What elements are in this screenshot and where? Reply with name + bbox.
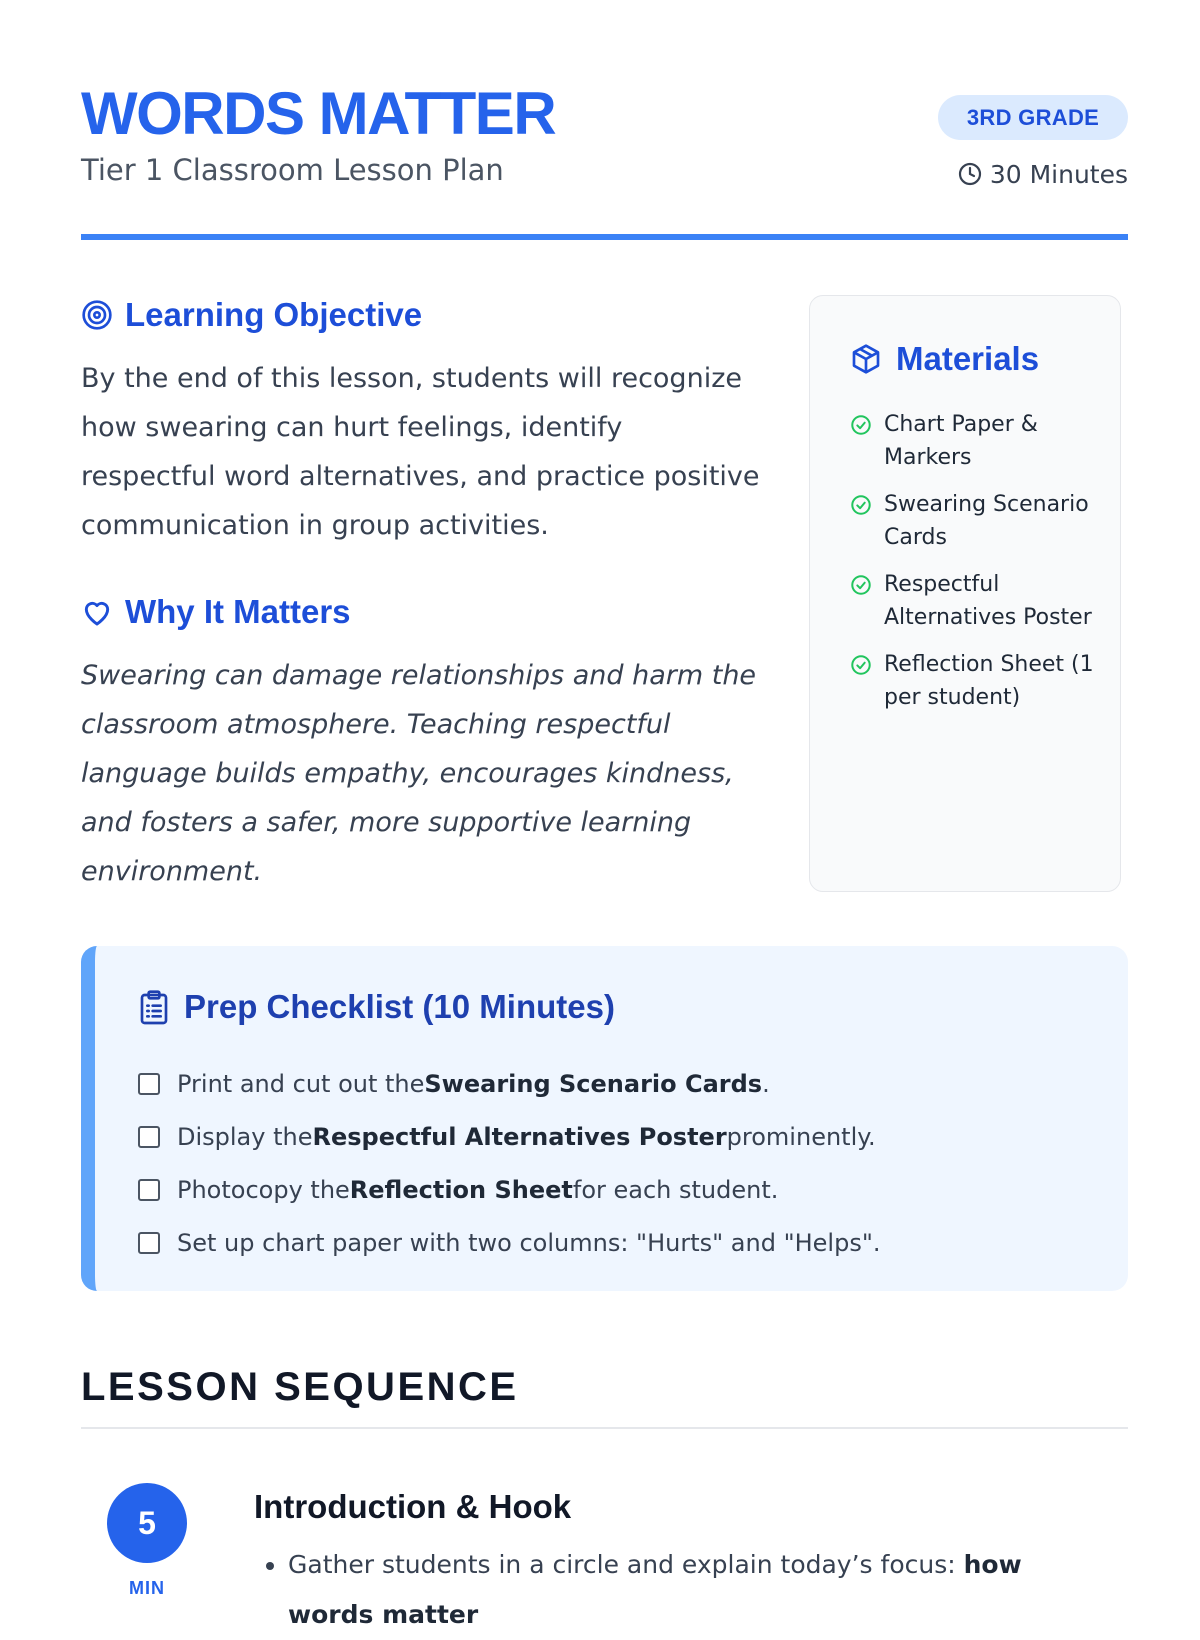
lesson-sequence-heading: LESSON SEQUENCE	[81, 1365, 519, 1409]
checkbox[interactable]	[138, 1232, 160, 1254]
page-subtitle: Tier 1 Classroom Lesson Plan	[81, 153, 504, 187]
checklist-item[interactable]	[138, 1216, 881, 1269]
list-item	[850, 648, 1100, 714]
checklist-text-before: Photocopy the	[177, 1175, 350, 1204]
check-circle-icon	[850, 574, 872, 596]
material-label: Reflection Sheet (1 per student)	[884, 652, 1094, 710]
prep-checklist-panel	[81, 946, 1128, 1291]
check-circle-icon	[850, 414, 872, 436]
checkbox[interactable]	[138, 1126, 160, 1148]
heart-icon	[81, 596, 113, 628]
checklist-item[interactable]	[138, 1163, 881, 1216]
checklist-text-after: .	[762, 1069, 770, 1098]
checklist-text-bold: Respectful Alternatives Poster	[312, 1122, 727, 1151]
learning-objective-title: Learning Objective	[125, 296, 423, 333]
materials-card	[809, 295, 1121, 892]
checklist-text-before: Set up chart paper with two columns: "Hurts" and "Helps".	[177, 1228, 881, 1257]
lesson-plan-page	[81, 0, 1128, 1629]
page-title: WORDS MATTER	[81, 80, 556, 147]
learning-objective-heading	[81, 296, 422, 334]
checklist-item[interactable]	[138, 1110, 881, 1163]
prep-checklist-title: Prep Checklist (10 Minutes)	[184, 988, 615, 1025]
step-bullet-list	[254, 1540, 1108, 1640]
duration-text: 30 Minutes	[989, 159, 1128, 189]
checklist-item[interactable]	[138, 1057, 881, 1110]
step-title: Introduction & Hook	[254, 1488, 572, 1525]
step-minutes-badge: 5	[107, 1483, 187, 1563]
checklist-text-bold: Reflection Sheet	[349, 1175, 573, 1204]
step-bullet	[288, 1540, 1108, 1640]
grade-badge: 3RD GRADE	[938, 95, 1128, 140]
checkbox[interactable]	[138, 1179, 160, 1201]
prep-checklist	[138, 1057, 881, 1269]
materials-heading	[850, 340, 1039, 378]
checklist-text-before: Display the	[177, 1122, 313, 1151]
checklist-text-after: for each student.	[572, 1175, 779, 1204]
check-circle-icon	[850, 654, 872, 676]
duration-label	[958, 156, 1128, 192]
list-item	[850, 568, 1100, 634]
material-label: Swearing Scenario Cards	[884, 492, 1089, 550]
step-bullet-text: Gather students in a circle and explain today’s focus:	[288, 1550, 964, 1579]
materials-list	[850, 408, 1100, 728]
step-bullet-bold: how words matter	[288, 1550, 1022, 1629]
lesson-sequence-divider	[81, 1427, 1128, 1429]
learning-objective-text: By the end of this lesson, students will recognize how swearing can hurt feelings, identify respectful word alternatives, and practice positive communication in group activities.	[81, 363, 760, 541]
check-circle-icon	[850, 494, 872, 516]
clock-icon	[958, 162, 982, 186]
prep-checklist-heading	[138, 988, 615, 1026]
step-minutes-unit: MIN	[129, 1578, 165, 1598]
target-icon	[81, 299, 113, 331]
clipboard-icon	[138, 989, 170, 1025]
checklist-text-before: Print and cut out the	[177, 1069, 425, 1098]
list-item	[850, 488, 1100, 554]
list-item	[850, 408, 1100, 474]
material-label: Chart Paper & Markers	[884, 412, 1038, 470]
why-it-matters-heading	[81, 593, 351, 631]
why-it-matters-title: Why It Matters	[125, 593, 351, 630]
checklist-text-after: prominently.	[726, 1122, 876, 1151]
package-icon	[850, 343, 882, 375]
checkbox[interactable]	[138, 1073, 160, 1095]
checklist-text-bold: Swearing Scenario Cards	[424, 1069, 763, 1098]
material-label: Respectful Alternatives Poster	[884, 572, 1092, 630]
header-divider	[81, 234, 1128, 240]
why-it-matters-text: Swearing can damage relationships and harm the classroom atmosphere. Teaching respectful language builds empathy, encourages kindness, and fosters a safer, more supportive learning environment.	[81, 660, 757, 887]
materials-title: Materials	[896, 340, 1040, 377]
